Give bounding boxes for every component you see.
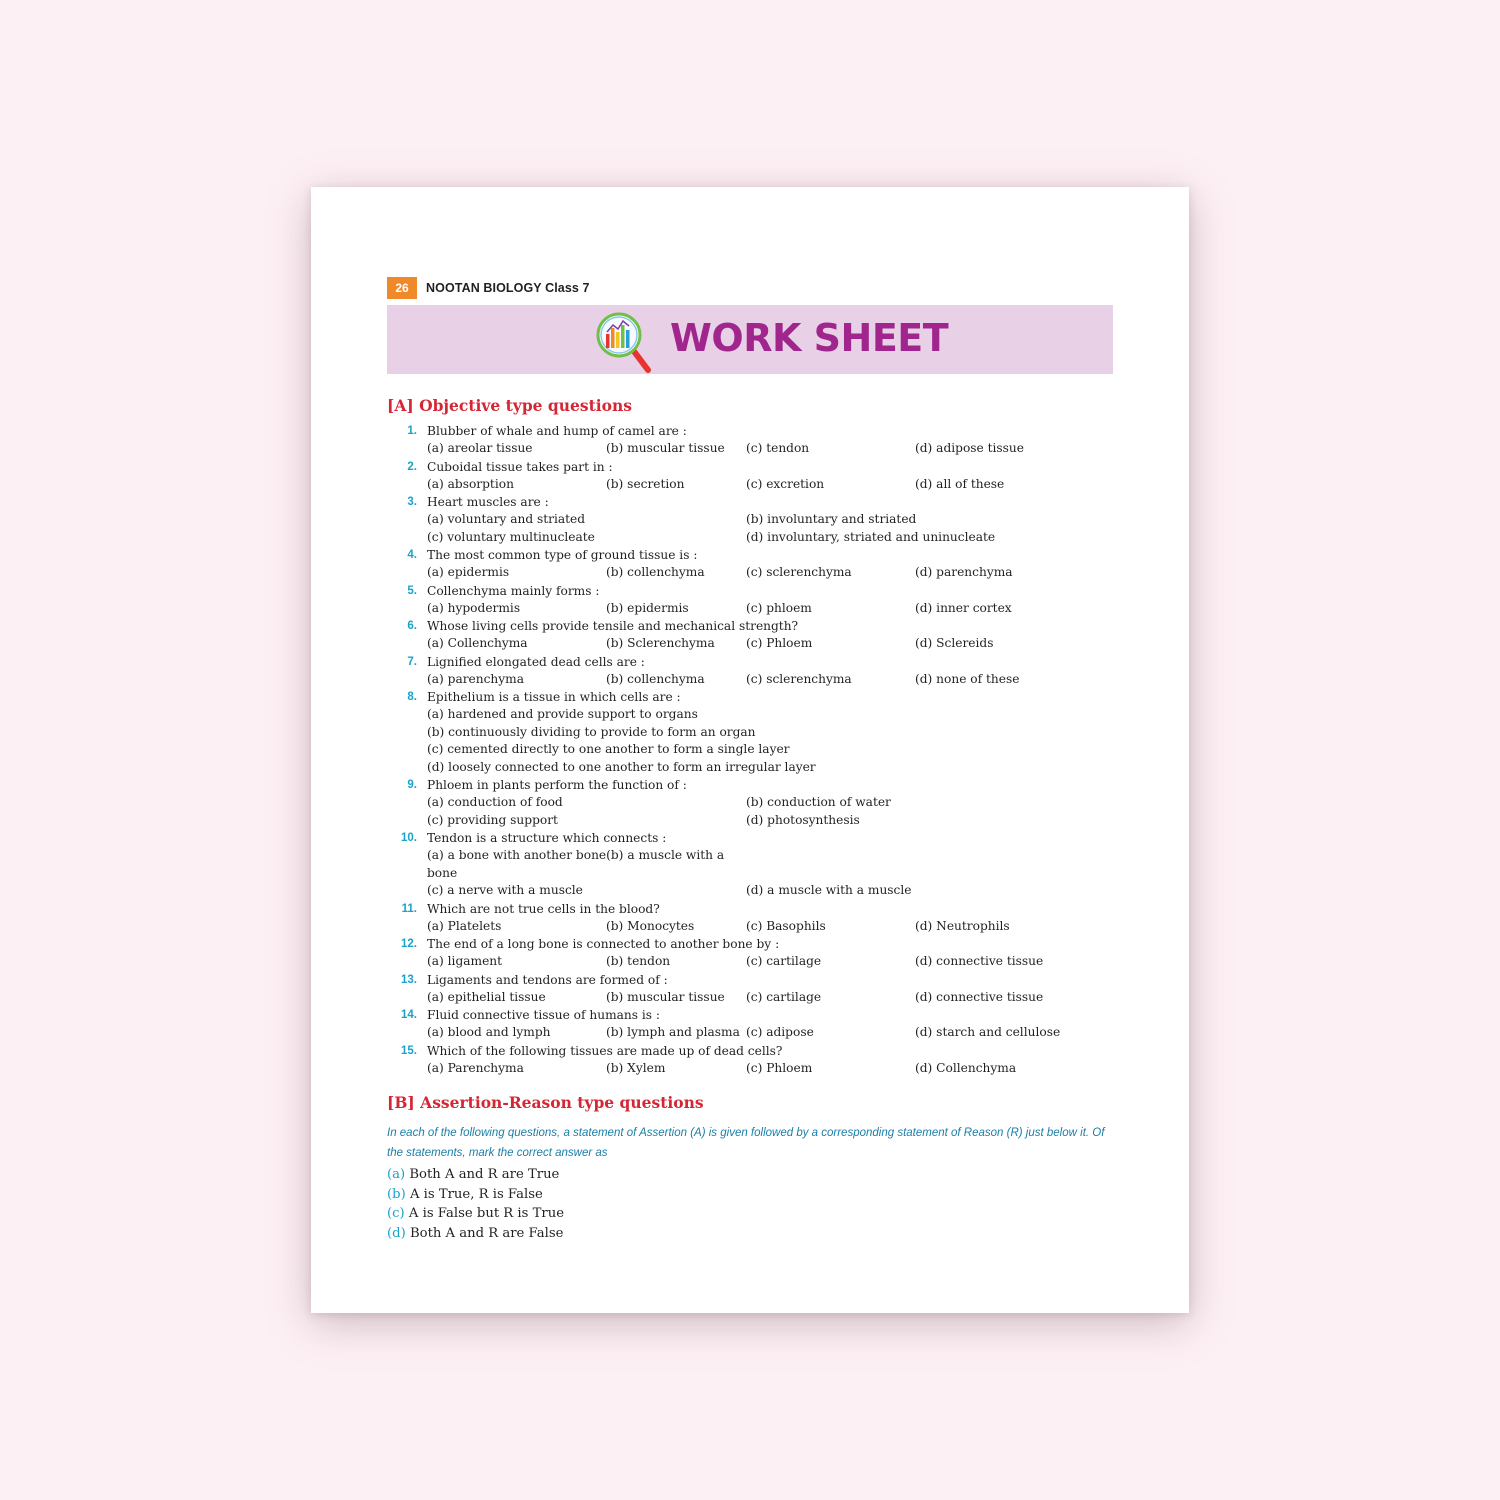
option-group — [427, 440, 1113, 458]
answer-option: (d) all of these — [915, 476, 1005, 491]
answer-option: (b) muscular tissue — [606, 441, 725, 455]
assertion-choice-list — [387, 1165, 1113, 1243]
answer-option — [746, 847, 1106, 882]
question-item — [387, 829, 1113, 900]
option-group — [427, 847, 1113, 900]
answer-option: (a) areolar tissue — [427, 441, 533, 455]
option-group — [427, 989, 1113, 1007]
option-group — [427, 635, 1113, 653]
question-text: Tendon is a structure which connects : — [427, 831, 667, 845]
option-group — [427, 671, 1113, 689]
answer-option: (c) phloem — [746, 600, 812, 615]
question-number: 15. — [401, 1044, 417, 1057]
question-number: 9. — [407, 779, 417, 791]
answer-option: (c) a nerve with a muscle — [427, 883, 583, 897]
answer-option: (a) parenchyma — [427, 671, 524, 686]
worksheet-title: WORK SHEET — [670, 316, 949, 360]
answer-option: (a) epidermis — [427, 565, 510, 579]
answer-option: (c) excretion — [746, 476, 825, 491]
question-text: Heart muscles are : — [427, 495, 549, 509]
answer-option: (d) involuntary, striated and uninucleate — [746, 529, 996, 544]
answer-option: (b) secretion — [606, 476, 685, 491]
option-group — [427, 794, 1113, 829]
answer-option: (d) Sclereids — [915, 636, 994, 650]
answer-option: (d) adipose tissue — [915, 441, 1024, 455]
question-text: Phloem in plants perform the function of : — [427, 778, 687, 792]
option-group — [427, 564, 1113, 582]
answer-option: (d) connective tissue — [915, 954, 1044, 968]
page-header — [387, 277, 1113, 299]
answer-option: (a) a bone with another bone(b) a muscle with a bone — [427, 848, 725, 880]
question-number: 8. — [407, 691, 417, 703]
answer-option: (d) connective tissue — [915, 989, 1044, 1004]
option-group — [427, 918, 1113, 936]
answer-option: (b) collenchyma — [606, 565, 705, 579]
assertion-choice — [387, 1224, 1113, 1244]
question-text: The end of a long bone is connected to another bone by : — [427, 937, 780, 951]
question-item — [387, 422, 1113, 458]
answer-option: (d) parenchyma — [915, 565, 1013, 579]
answer-option: (b) tendon — [606, 954, 671, 968]
answer-option: (a) hardened and provide support to organs — [427, 707, 698, 721]
answer-option: (d) Collenchyma — [915, 1060, 1017, 1075]
answer-option: (a) epithelial tissue — [427, 989, 546, 1004]
page-content — [387, 277, 1113, 1243]
answer-option: (b) Sclerenchyma — [606, 636, 715, 650]
answer-option: (c) tendon — [746, 441, 810, 455]
magnifier-chart-icon — [595, 308, 655, 374]
answer-option: (b) involuntary and striated — [746, 512, 917, 526]
worksheet-page — [311, 187, 1189, 1313]
answer-option: (c) cartilage — [746, 954, 822, 968]
question-text: Which of the following tissues are made up of dead cells? — [427, 1043, 783, 1058]
answer-option: (c) sclerenchyma — [746, 565, 852, 579]
question-text: Blubber of whale and hump of camel are : — [427, 424, 687, 438]
answer-option: (d) starch and cellulose — [915, 1025, 1061, 1039]
question-number: 11. — [401, 902, 417, 915]
assertion-choice — [387, 1185, 1113, 1205]
answer-option: (b) epidermis — [606, 600, 689, 615]
question-text: The most common type of ground tissue is : — [427, 548, 698, 562]
question-item — [387, 493, 1113, 546]
question-item — [387, 935, 1113, 971]
question-number: 2. — [407, 460, 417, 473]
question-text: Fluid connective tissue of humans is : — [427, 1008, 661, 1022]
answer-option: (b) muscular tissue — [606, 989, 725, 1004]
choice-key: (a) — [387, 1167, 406, 1182]
choice-text: A is True, R is False — [409, 1186, 543, 1202]
question-number: 3. — [407, 496, 417, 508]
question-number: 7. — [407, 655, 417, 668]
answer-option: (a) conduction of food — [427, 795, 563, 809]
section-b-heading: [B] Assertion-Reason type questions — [387, 1093, 704, 1112]
answer-option: (b) conduction of water — [746, 795, 891, 809]
question-item — [387, 582, 1113, 618]
question-list — [387, 422, 1113, 1077]
question-item — [387, 617, 1113, 653]
worksheet-banner — [387, 305, 1113, 374]
question-text: Collenchyma mainly forms : — [427, 583, 600, 598]
answer-option: (c) providing support — [427, 812, 558, 827]
answer-option: (c) cartilage — [746, 989, 822, 1004]
question-item — [387, 546, 1113, 582]
question-number: 5. — [407, 584, 417, 597]
option-group — [427, 1024, 1113, 1042]
option-group — [427, 953, 1113, 971]
question-number: 6. — [407, 620, 417, 632]
answer-option: (d) loosely connected to one another to form an irregular layer — [427, 759, 816, 774]
choice-text: A is False but R is True — [408, 1206, 565, 1221]
answer-option: (b) collenchyma — [606, 671, 705, 686]
answer-option: (d) inner cortex — [915, 600, 1012, 615]
question-number: 10. — [401, 832, 417, 844]
answer-option: (c) Phloem — [746, 636, 813, 650]
question-text: Which are not true cells in the blood? — [427, 901, 660, 916]
answer-option: (a) hypodermis — [427, 600, 521, 615]
question-text: Cuboidal tissue takes part in : — [427, 459, 613, 474]
question-item — [387, 900, 1113, 936]
answer-option: (d) Neutrophils — [915, 918, 1010, 933]
answer-option: (c) Phloem — [746, 1060, 813, 1075]
answer-option: (a) blood and lymph — [427, 1025, 551, 1039]
answer-option: (d) photosynthesis — [746, 812, 860, 827]
answer-option: (b) Monocytes — [606, 918, 695, 933]
option-group — [427, 706, 1113, 776]
question-text: Lignified elongated dead cells are : — [427, 654, 645, 669]
assertion-choice — [387, 1204, 1113, 1224]
option-group — [427, 511, 1113, 546]
question-item — [387, 971, 1113, 1007]
answer-option: (d) none of these — [915, 671, 1020, 686]
answer-option: (c) sclerenchyma — [746, 671, 852, 686]
answer-option: (a) Platelets — [427, 918, 502, 933]
question-item — [387, 1042, 1113, 1078]
choice-key: (b) — [387, 1186, 406, 1202]
answer-option: (c) voluntary multinucleate — [427, 529, 595, 544]
question-number: 4. — [407, 549, 417, 561]
answer-option: (a) Parenchyma — [427, 1060, 524, 1075]
answer-option: (b) lymph and plasma — [606, 1025, 740, 1039]
question-text: Epithelium is a tissue in which cells are : — [427, 690, 681, 704]
section-a-heading: [A] Objective type questions — [387, 396, 632, 415]
answer-option: (d) a muscle with a muscle — [746, 883, 912, 897]
answer-option: (c) Basophils — [746, 918, 826, 933]
choice-text: Both A and R are True — [409, 1167, 560, 1182]
question-number: 1. — [407, 425, 417, 437]
question-item — [387, 688, 1113, 776]
answer-option: (a) Collenchyma — [427, 636, 528, 650]
answer-option: (a) absorption — [427, 476, 514, 491]
answer-option: (b) Xylem — [606, 1060, 666, 1075]
option-group — [427, 1060, 1113, 1078]
question-item — [387, 458, 1113, 494]
question-text: Ligaments and tendons are formed of : — [427, 972, 668, 987]
book-title: NOOTAN BIOLOGY Class 7 — [426, 281, 590, 295]
answer-option: (c) cemented directly to one another to form a single layer — [427, 742, 790, 756]
choice-text: Both A and R are False — [409, 1225, 564, 1241]
answer-option: (c) adipose — [746, 1025, 814, 1039]
question-item — [387, 1006, 1113, 1042]
question-number: 12. — [401, 938, 417, 950]
question-number: 13. — [401, 973, 417, 986]
question-item — [387, 776, 1113, 829]
answer-option: (b) continuously dividing to provide to form an organ — [427, 724, 756, 739]
question-text: Whose living cells provide tensile and mechanical strength? — [427, 619, 799, 633]
answer-option: (a) voluntary and striated — [427, 512, 586, 526]
page-number: 26 — [387, 277, 417, 299]
answer-option: (a) ligament — [427, 954, 503, 968]
choice-key: (d) — [387, 1225, 406, 1241]
option-group — [427, 476, 1113, 494]
question-item — [387, 653, 1113, 689]
question-number: 14. — [401, 1009, 417, 1021]
assertion-instructions: In each of the following questions, a statement of Assertion (A) is given followed by a corresponding statement of Reason (R) just below it. Of the statements, mark the correct answer as — [387, 1127, 1105, 1159]
option-group — [427, 600, 1113, 618]
choice-key: (c) — [387, 1206, 405, 1221]
assertion-choice — [387, 1165, 1113, 1185]
